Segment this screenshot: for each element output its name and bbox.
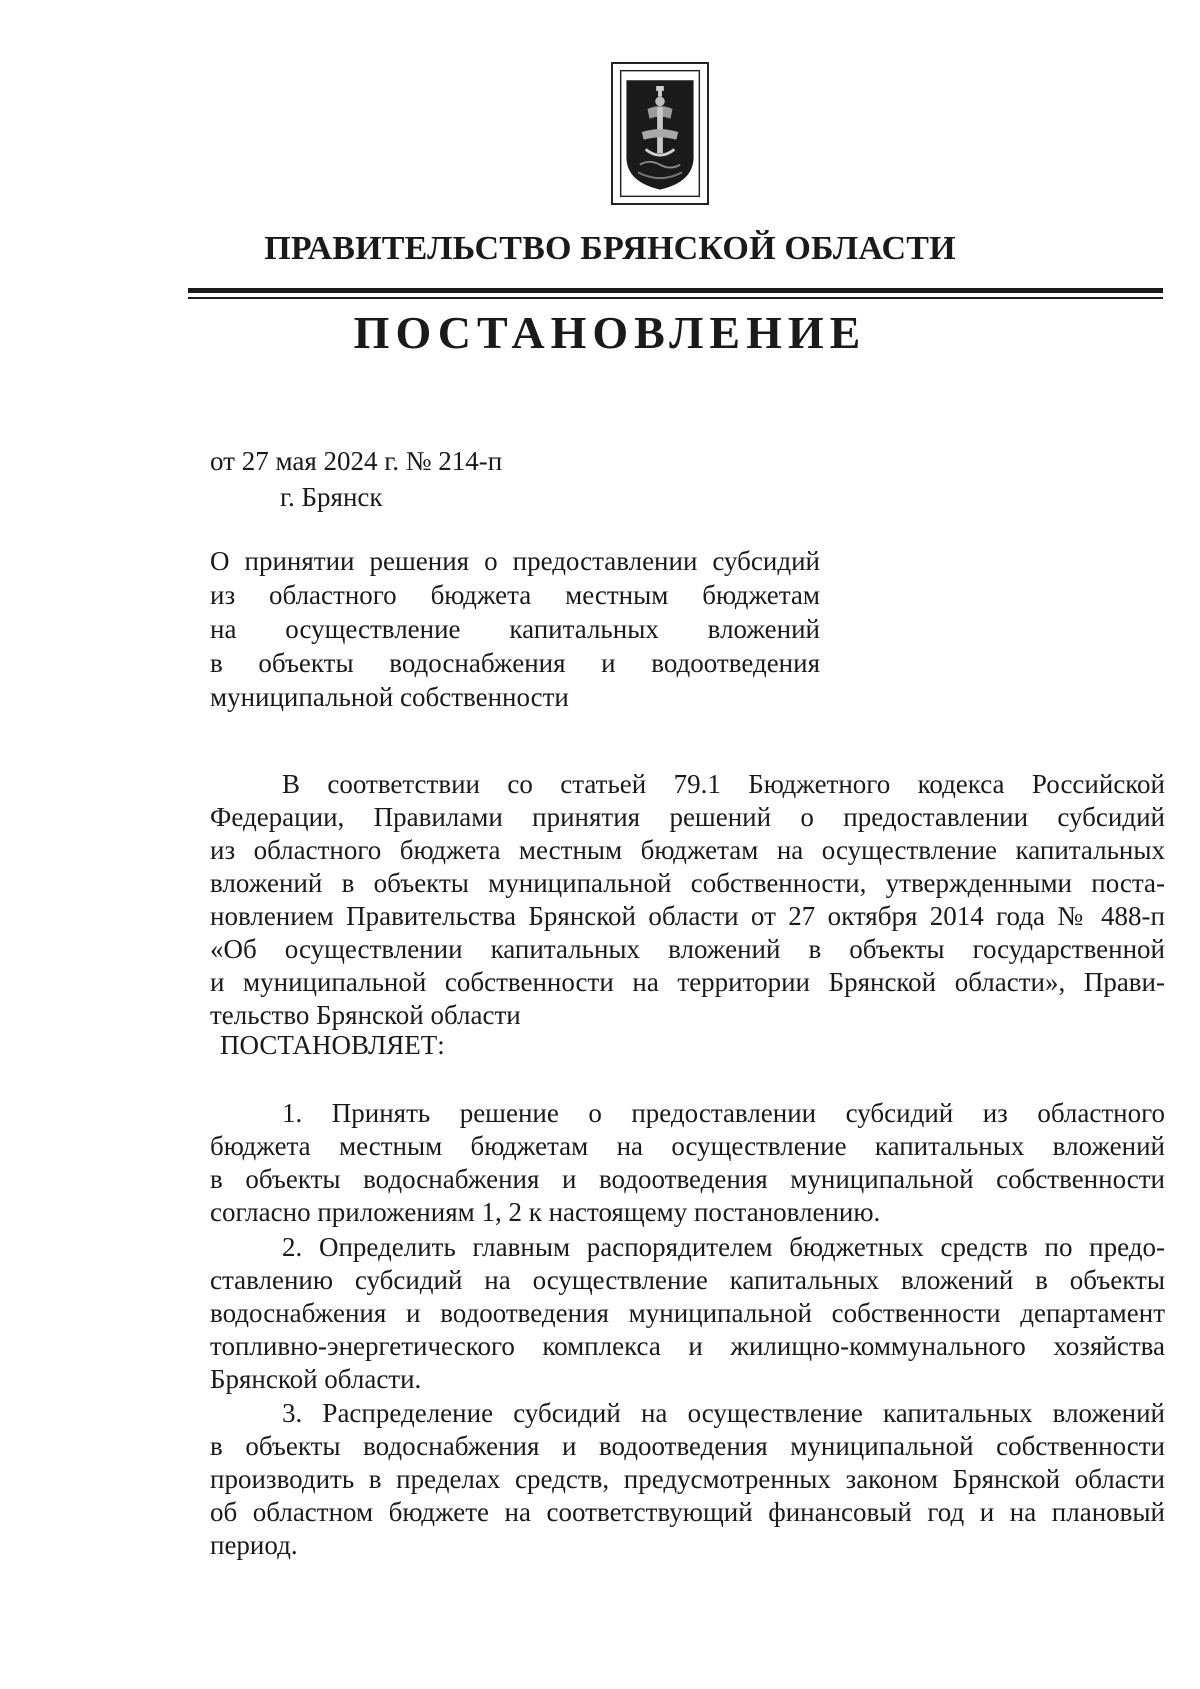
paragraph-line: 3. Распределение субсидий на осуществление капитальных вложений (282, 1398, 1165, 1428)
paragraph-line: топливно-энергетического комплекса и жилищно-коммунального хозяйства (210, 1331, 1165, 1361)
header-divider-thick (188, 288, 1163, 293)
document-city: г. Брянск (280, 482, 383, 512)
paragraph-line: об областном бюджете на соответствующий финансовый год и на плановый (210, 1497, 1165, 1527)
subject-line: О принятии решения о предоставлении субсидий (210, 546, 820, 576)
document-subject (210, 544, 820, 714)
paragraph-line: новлением Правительства Брянской области от 27 октября 2014 года № 488-п (210, 901, 1165, 931)
header-divider-thin (188, 297, 1163, 299)
paragraph-line: период. (210, 1530, 298, 1560)
subject-line: в объекты водоснабжения и водоотведения (210, 648, 820, 678)
paragraph-line: согласно приложениям 1, 2 к настоящему постановлению. (210, 1197, 881, 1227)
paragraph-line: бюджета местным бюджетам на осуществление капитальных вложений (210, 1131, 1165, 1161)
coat-of-arms-icon (611, 62, 709, 205)
paragraph-line: из областного бюджета местным бюджетам на осуществление капитальных (210, 835, 1165, 865)
subject-line: муниципальной собственности (210, 682, 569, 712)
document-type-title: ПОСТАНОВЛЕНИЕ (353, 307, 867, 358)
paragraph-line: «Об осуществлении капитальных вложений в объекты государственной (210, 934, 1165, 964)
paragraph-line: В соответствии со статьей 79.1 Бюджетного кодекса Российской (282, 769, 1165, 799)
government-title: ПРАВИТЕЛЬСТВО БРЯНСКОЙ ОБЛАСТИ (264, 230, 956, 267)
paragraph-line: 2. Определить главным распорядителем бюджетных средств по предо- (282, 1232, 1165, 1262)
paragraph-line: Брянской области. (210, 1364, 422, 1394)
preamble-paragraph (210, 768, 1165, 1032)
paragraph-line: и муниципальной собственности на территории Брянской области», Прави- (210, 967, 1165, 997)
paragraph-line: Федерации, Правилами принятия решений о предоставлении субсидий (210, 802, 1165, 832)
resolves-heading: ПОСТАНОВЛЯЕТ: (220, 1030, 445, 1060)
subject-line: из областного бюджета местным бюджетам (210, 580, 820, 610)
paragraph-line: водоснабжения и водоотведения муниципальной собственности департамент (210, 1298, 1165, 1328)
paragraph-line: тельство Брянской области (210, 1000, 521, 1030)
document-date-number: от 27 мая 2024 г. № 214-п (210, 446, 503, 476)
resolution-item-2 (210, 1231, 1165, 1396)
paragraph-line: 1. Принять решение о предоставлении субсидий из областного (282, 1098, 1165, 1128)
resolution-item-1 (210, 1097, 1165, 1229)
paragraph-line: ставлению субсидий на осуществление капитальных вложений в объекты (210, 1265, 1165, 1295)
paragraph-line: производить в пределах средств, предусмотренных законом Брянской области (210, 1464, 1165, 1494)
paragraph-line: в объекты водоснабжения и водоотведения муниципальной собственности (210, 1431, 1165, 1461)
paragraph-line: вложений в объекты муниципальной собственности, утвержденными поста- (210, 868, 1165, 898)
resolution-item-3 (210, 1397, 1165, 1562)
paragraph-line: в объекты водоснабжения и водоотведения муниципальной собственности (210, 1164, 1165, 1194)
subject-line: на осуществление капитальных вложений (210, 614, 820, 644)
